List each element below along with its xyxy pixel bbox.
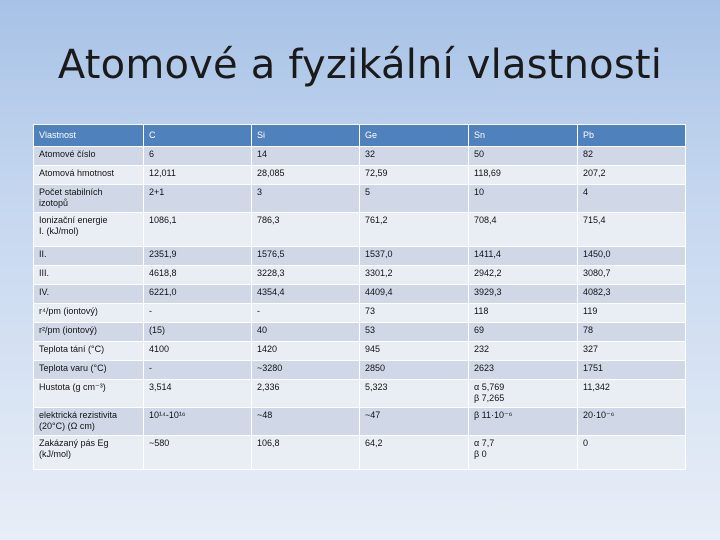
value-cell — [360, 436, 469, 470]
table-row — [34, 323, 686, 342]
table-row — [34, 285, 686, 304]
cell-text: 2,336 — [257, 382, 280, 392]
cell-text: 786,3 — [257, 215, 280, 225]
cell-text: (20°C) (Ω cm) — [39, 421, 95, 431]
cell-text: 73 — [365, 306, 376, 316]
table-header-row — [34, 125, 686, 147]
value-cell — [252, 185, 360, 213]
cell-text: 1411,4 — [474, 249, 501, 259]
value-cell — [252, 436, 360, 470]
cell-text: 40 — [257, 325, 268, 335]
cell-text: 232 — [474, 344, 490, 354]
cell-text: 1537,0 — [365, 249, 393, 259]
value-cell — [360, 285, 469, 304]
table-row — [34, 436, 686, 470]
cell-text: 10 — [474, 187, 485, 197]
value-cell — [578, 304, 686, 323]
row-label-cell — [34, 213, 144, 247]
value-cell — [578, 266, 686, 285]
cell-text: 12,011 — [149, 168, 176, 178]
cell-text: Teplota tání (°C) — [39, 344, 105, 354]
cell-text: 5,323 — [365, 382, 388, 392]
value-cell — [469, 266, 578, 285]
row-label-cell — [34, 380, 144, 408]
value-cell — [360, 380, 469, 408]
value-cell — [144, 342, 252, 361]
value-cell — [578, 166, 686, 185]
value-cell — [252, 247, 360, 266]
value-cell — [144, 185, 252, 213]
value-cell — [252, 285, 360, 304]
value-cell — [144, 304, 252, 323]
value-cell — [469, 185, 578, 213]
cell-text: 207,2 — [583, 168, 606, 178]
cell-text: α 5,769 — [474, 382, 505, 392]
row-label-cell — [34, 304, 144, 323]
header-cell-sn: Sn — [469, 125, 578, 147]
value-cell — [144, 436, 252, 470]
value-cell — [252, 147, 360, 166]
value-cell — [144, 213, 252, 247]
row-label-cell — [34, 436, 144, 470]
cell-text: 1576,5 — [257, 249, 285, 259]
value-cell — [469, 304, 578, 323]
header-cell-ge: Ge — [360, 125, 469, 147]
table-row — [34, 266, 686, 285]
table-row — [34, 166, 686, 185]
cell-text: β 7,265 — [474, 393, 505, 403]
value-cell — [469, 342, 578, 361]
cell-text: 11,342 — [583, 382, 610, 392]
value-cell — [144, 380, 252, 408]
table-row — [34, 380, 686, 408]
cell-text: Ionizační energie — [39, 215, 108, 225]
cell-text: 4100 — [149, 344, 170, 354]
value-cell — [578, 213, 686, 247]
header-cell-pb: Pb — [578, 125, 686, 147]
cell-text: 28,085 — [257, 168, 285, 178]
value-cell — [360, 185, 469, 213]
cell-text: 3228,3 — [257, 268, 285, 278]
row-label-cell — [34, 408, 144, 436]
cell-text: r⁴/pm (iontový) — [39, 306, 98, 316]
cell-text: 32 — [365, 149, 376, 159]
value-cell — [252, 213, 360, 247]
value-cell — [469, 247, 578, 266]
cell-text: 10¹⁴-10¹⁶ — [149, 410, 186, 420]
value-cell — [360, 166, 469, 185]
row-label-cell — [34, 361, 144, 380]
cell-text: 119 — [583, 306, 598, 316]
value-cell — [578, 323, 686, 342]
cell-text: 118 — [474, 306, 489, 316]
header-cell-c: C — [144, 125, 252, 147]
cell-text: 6 — [149, 149, 155, 159]
cell-text: 708,4 — [474, 215, 497, 225]
value-cell — [469, 380, 578, 408]
value-cell — [469, 166, 578, 185]
value-cell — [578, 380, 686, 408]
cell-text: 4618,8 — [149, 268, 177, 278]
cell-text: β 0 — [474, 449, 487, 459]
value-cell — [578, 247, 686, 266]
table-row — [34, 361, 686, 380]
cell-text: III. — [39, 268, 50, 278]
cell-text: 72,59 — [365, 168, 388, 178]
value-cell — [360, 342, 469, 361]
cell-text: II. — [39, 249, 47, 259]
cell-text: 1751 — [583, 363, 604, 373]
value-cell — [578, 285, 686, 304]
cell-text: 3 — [257, 187, 263, 197]
value-cell — [360, 408, 469, 436]
cell-text: Atomové číslo — [39, 149, 96, 159]
slide-title: Atomové a fyzikální vlastnosti — [57, 42, 663, 88]
cell-text: (15) — [149, 325, 166, 335]
value-cell — [469, 147, 578, 166]
value-cell — [469, 323, 578, 342]
cell-text: 50 — [474, 149, 485, 159]
cell-text: 3,514 — [149, 382, 172, 392]
header-cell-property: Vlastnost — [34, 125, 144, 147]
value-cell — [252, 380, 360, 408]
value-cell — [252, 408, 360, 436]
properties-table — [33, 124, 686, 470]
value-cell — [144, 285, 252, 304]
value-cell — [144, 247, 252, 266]
cell-text: 2623 — [474, 363, 495, 373]
cell-text: 69 — [474, 325, 485, 335]
cell-text: IV. — [39, 287, 50, 297]
value-cell — [360, 361, 469, 380]
value-cell — [578, 185, 686, 213]
cell-text: 2850 — [365, 363, 386, 373]
table-row — [34, 342, 686, 361]
cell-text: 78 — [583, 325, 594, 335]
cell-text: 1450,0 — [583, 249, 611, 259]
value-cell — [469, 285, 578, 304]
value-cell — [252, 266, 360, 285]
value-cell — [360, 266, 469, 285]
cell-text: ~580 — [149, 438, 170, 448]
cell-text: 53 — [365, 325, 376, 335]
cell-text: 20·10⁻⁶ — [583, 410, 615, 420]
cell-text: 1086,1 — [149, 215, 177, 225]
cell-text: 3080,7 — [583, 268, 611, 278]
value-cell — [144, 361, 252, 380]
row-label-cell — [34, 285, 144, 304]
cell-text: 106,8 — [257, 438, 280, 448]
cell-text: ~48 — [257, 410, 273, 420]
cell-text: elektrická rezistivita — [39, 410, 118, 420]
cell-text: 2+1 — [149, 187, 165, 197]
cell-text: r²/pm (iontový) — [39, 325, 98, 335]
value-cell — [252, 361, 360, 380]
cell-text: 715,4 — [583, 215, 606, 225]
value-cell — [360, 304, 469, 323]
value-cell — [144, 408, 252, 436]
cell-text: α 7,7 — [474, 438, 495, 448]
cell-text: 6221,0 — [149, 287, 177, 297]
cell-text: 945 — [365, 344, 381, 354]
cell-text: 4354,4 — [257, 287, 285, 297]
cell-text: 327 — [583, 344, 599, 354]
value-cell — [578, 342, 686, 361]
row-label-cell — [34, 147, 144, 166]
cell-text: 4082,3 — [583, 287, 611, 297]
header-cell-si: Si — [252, 125, 360, 147]
value-cell — [360, 247, 469, 266]
value-cell — [360, 213, 469, 247]
value-cell — [360, 323, 469, 342]
cell-text: ~3280 — [257, 363, 283, 373]
value-cell — [469, 436, 578, 470]
cell-text: Počet stabilních — [39, 187, 103, 197]
row-label-cell — [34, 266, 144, 285]
row-label-cell — [34, 323, 144, 342]
cell-text: 3929,3 — [474, 287, 502, 297]
value-cell — [144, 266, 252, 285]
cell-text: 14 — [257, 149, 268, 159]
table-row — [34, 185, 686, 213]
cell-text: izotopů — [39, 198, 69, 208]
cell-text: 1420 — [257, 344, 278, 354]
row-label-cell — [34, 185, 144, 213]
cell-text: Teplota varu (°C) — [39, 363, 107, 373]
cell-text: 2942,2 — [474, 268, 502, 278]
table-row — [34, 304, 686, 323]
cell-text: 0 — [583, 438, 589, 448]
value-cell — [252, 166, 360, 185]
table-body — [34, 125, 686, 470]
value-cell — [578, 408, 686, 436]
cell-text: - — [149, 363, 152, 373]
cell-text: Atomová hmotnost — [39, 168, 115, 178]
value-cell — [469, 213, 578, 247]
cell-text: 4 — [583, 187, 589, 197]
value-cell — [469, 408, 578, 436]
value-cell — [144, 323, 252, 342]
cell-text: 2351,9 — [149, 249, 177, 259]
row-label-cell — [34, 247, 144, 266]
cell-text: (kJ/mol) — [39, 449, 71, 459]
row-label-cell — [34, 166, 144, 185]
cell-text: Zakázaný pás Eg — [39, 438, 109, 448]
cell-text: 5 — [365, 187, 371, 197]
cell-text: 3301,2 — [365, 268, 393, 278]
value-cell — [252, 304, 360, 323]
value-cell — [252, 342, 360, 361]
cell-text: β 11·10⁻⁶ — [474, 410, 513, 420]
table-row — [34, 213, 686, 247]
value-cell — [144, 166, 252, 185]
table-row — [34, 247, 686, 266]
value-cell — [578, 436, 686, 470]
cell-text: Hustota (g cm⁻³) — [39, 382, 106, 392]
cell-text: 761,2 — [365, 215, 388, 225]
value-cell — [578, 361, 686, 380]
value-cell — [578, 147, 686, 166]
value-cell — [360, 147, 469, 166]
cell-text: 118,69 — [474, 168, 501, 178]
table-row — [34, 147, 686, 166]
value-cell — [144, 147, 252, 166]
cell-text: - — [257, 306, 260, 316]
cell-text: 64,2 — [365, 438, 383, 448]
value-cell — [252, 323, 360, 342]
cell-text: 82 — [583, 149, 594, 159]
cell-text: 4409,4 — [365, 287, 393, 297]
cell-text: ~47 — [365, 410, 381, 420]
cell-text: I. (kJ/mol) — [39, 226, 79, 236]
cell-text: - — [149, 306, 152, 316]
table-row — [34, 408, 686, 436]
row-label-cell — [34, 342, 144, 361]
value-cell — [469, 361, 578, 380]
